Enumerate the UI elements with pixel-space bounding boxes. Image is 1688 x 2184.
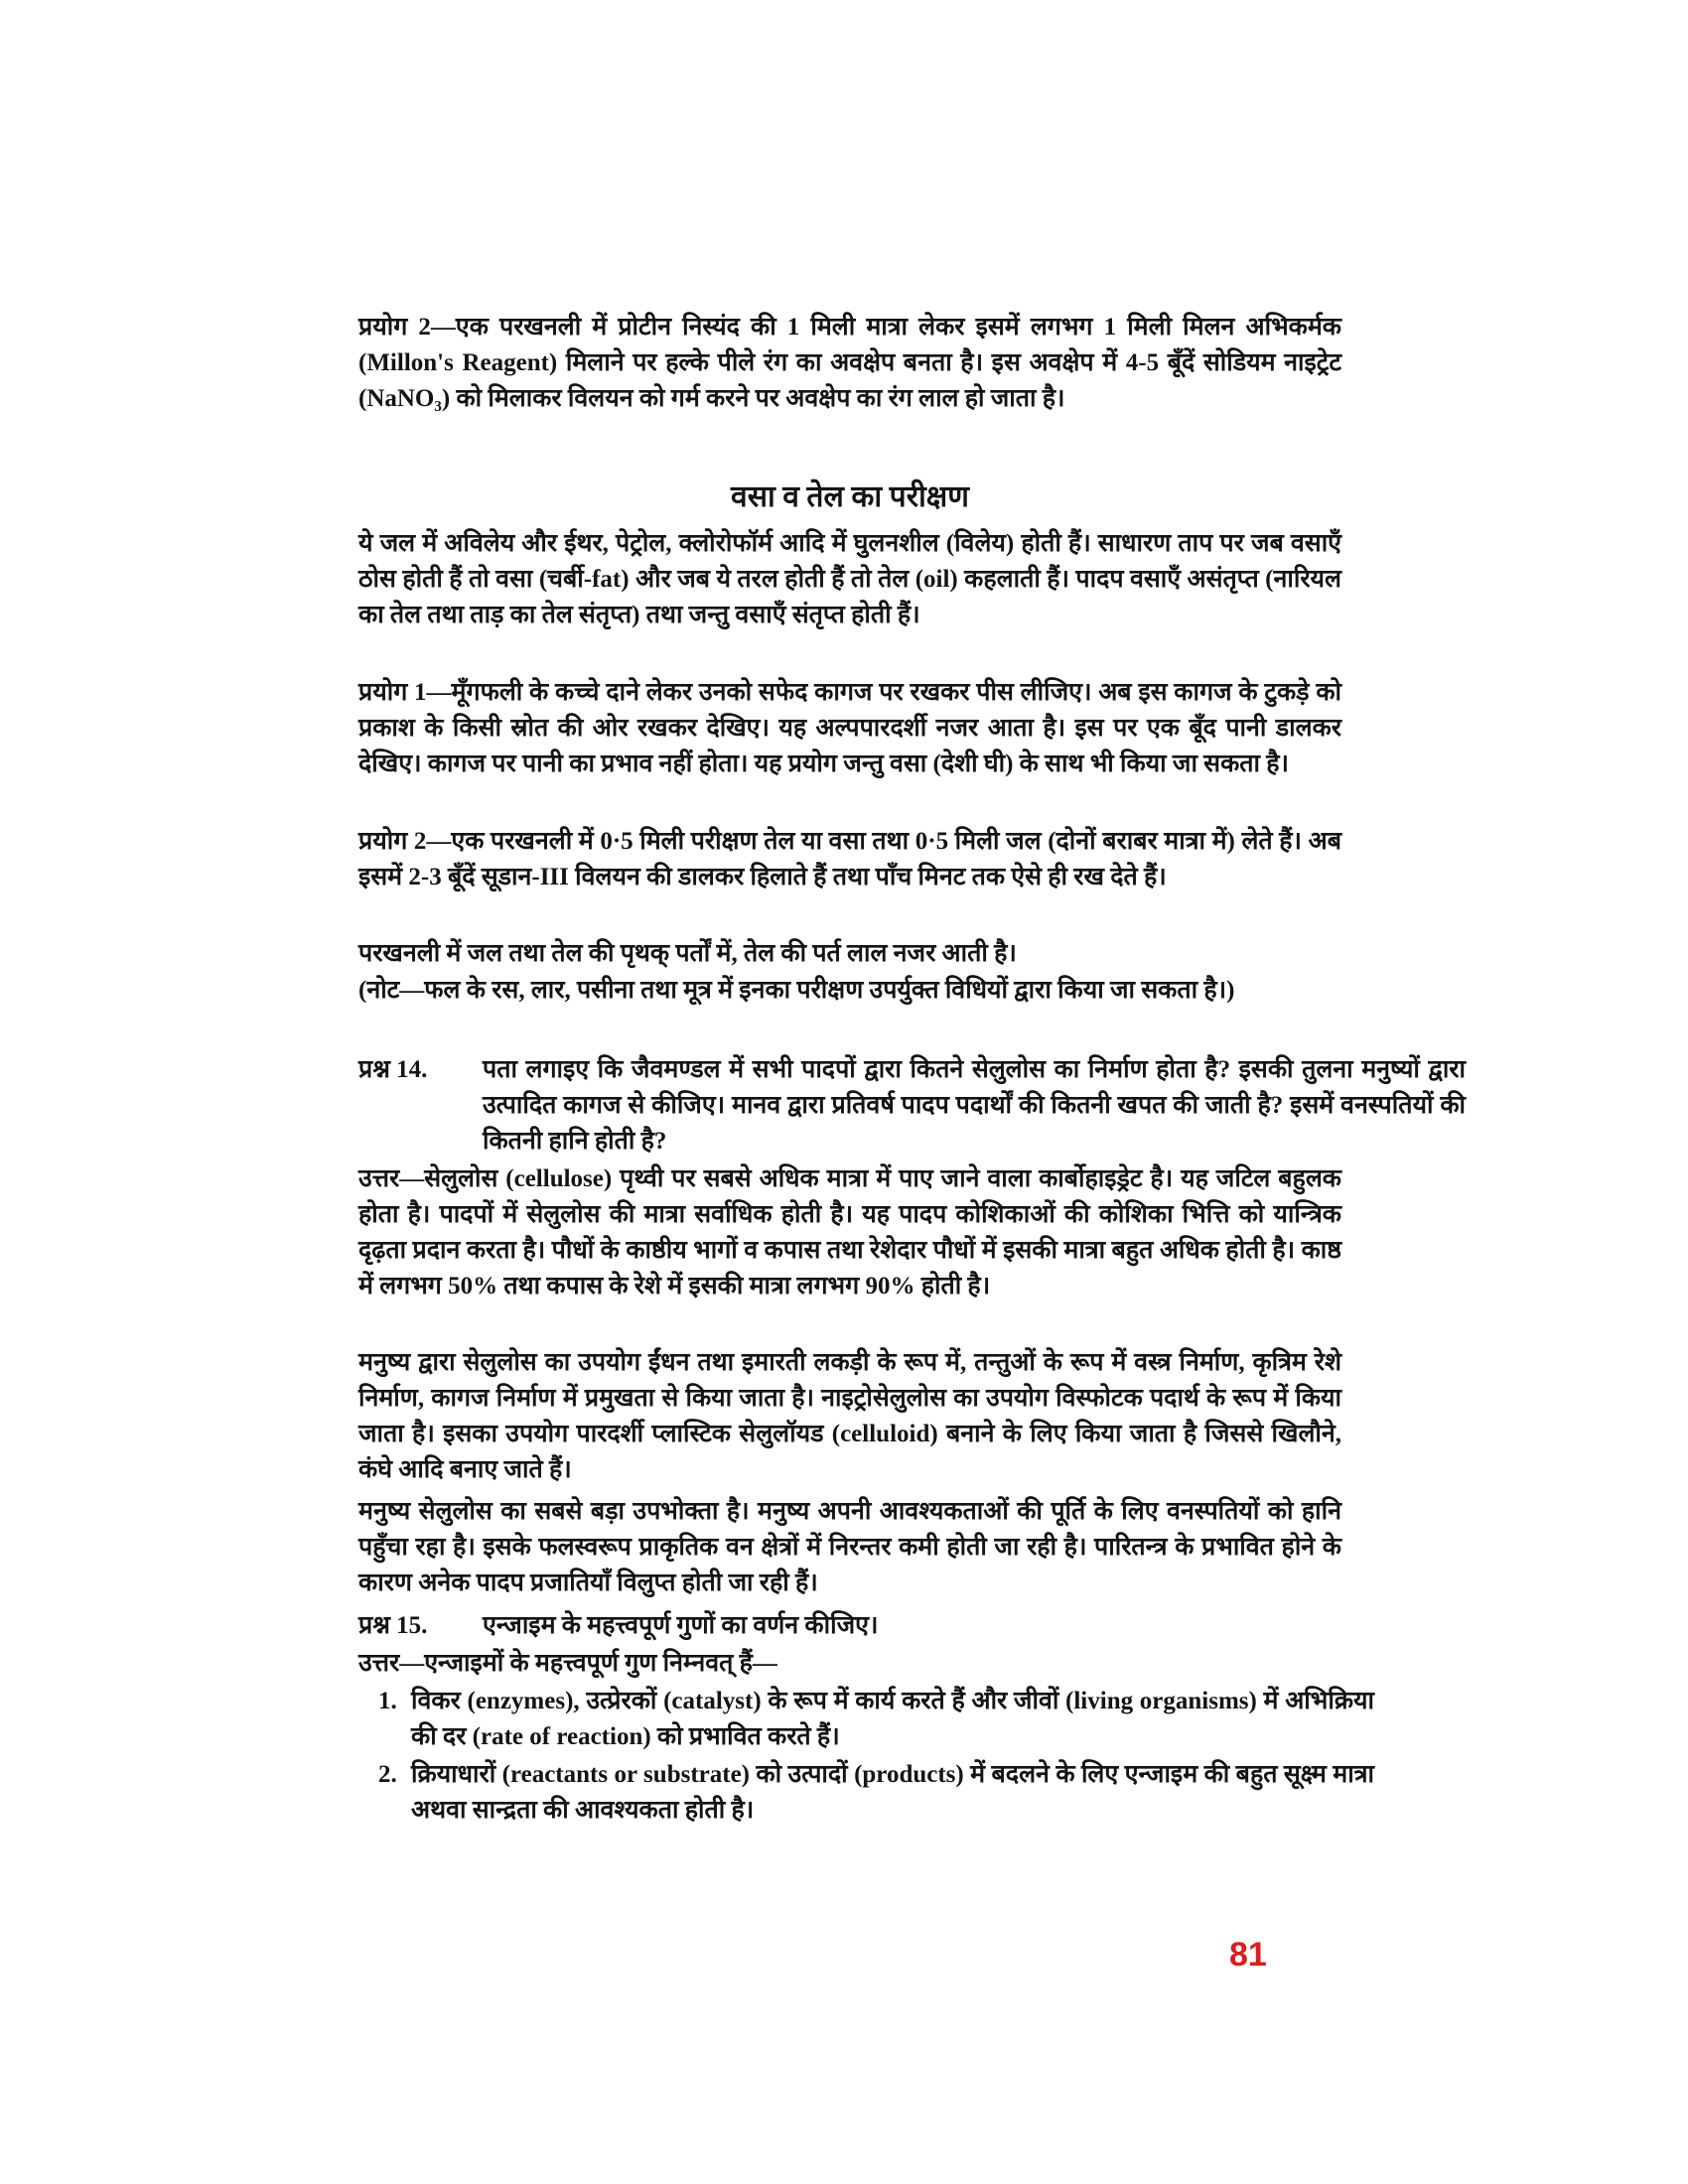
answer-14: उत्तर—सेलुलोस (cellulose) पृथ्वी पर सबसे अधिक मात्रा में पाए जाने वाला कार्बोहाइड्रेट है। यह जटिल बहुलक होता है। पादपों में सेलुलोस की मात्रा सर्वाधिक होती है। यह पादप कोशिकाओं की कोशिका भित्ति को यान्त्रिक दृढ़ता प्रदान करता है। पौधों के काष्ठीय भागों व कपास तथा रेशेदार पौधों में इसकी मात्रा बहुत अधिक होती है। काष्ठ में लगभग 50% तथा कपास के रेशे में इसकी मात्रा लगभग 90% होती है। [358, 1165, 1341, 1299]
fat-intro-paragraph: ये जल में अविलेय और ईथर, पेट्रोल, क्लोरोफॉर्म आदि में घुलनशील (विलेय) होती हैं। साधारण ताप पर जब वसाएँ ठोस होती हैं तो वसा (चर्बी-fat) और जब ये तरल होती हैं तो तेल (oil) कहलाती हैं। पादप वसाएँ असंतृप्त (नारियल का तेल तथा ताड़ का तेल संतृप्त) तथा जन्तु वसाएँ संतृप्त होती हैं। [358, 530, 1341, 628]
question-14-text: पता लगाइए कि जैवमण्डल में सभी पादपों द्वारा कितने सेलुलोस का निर्माण होता है? इसकी तुलना मनुष्यों द्वारा उत्पादित कागज से कीजिए। मानव द्वारा प्रतिवर्ष पादप पदार्थों की कितनी खपत की जाती है? इसमें वनस्पतियों की कितनी हानि होती है? [483, 1056, 1466, 1155]
page-number: 81 [1229, 1936, 1267, 1974]
list-item-number: 1. [378, 1688, 397, 1714]
fat-experiment-2: प्रयोग 2—एक परखनली में 0·5 मिली परीक्षण तेल या वसा तथा 0·5 मिली जल (दोनों बराबर मात्रा में) लेते हैं। अब इसमें 2-3 बूँदें सूडान-III विलयन की डालकर हिलाते हैं तथा पाँच मिनट तक ऐसे ही रख देते हैं। [358, 828, 1341, 890]
question-15 [358, 1608, 1341, 1644]
cellulose-uses: मनुष्य द्वारा सेलुलोस का उपयोग ईंधन तथा इमारती लकड़ी के रूप में, तन्तुओं के रूप में वस्त्र निर्माण, कृत्रिम रेशे निर्माण, कागज निर्माण में प्रमुखता से किया जाता है। नाइट्रोसेलुलोस का उपयोग विस्फोटक पदार्थ के रूप में किया जाता है। इसका उपयोग पारदर्शी प्लास्टिक सेलुलॉयड (celluloid) बनाने के लिए किया जाता है जिससे खिलौने, कंघे आदि बनाए जाते हैं। [358, 1349, 1341, 1483]
list-item-number: 2. [378, 1761, 397, 1788]
answer-15-intro: उत्तर—एन्जाइमों के महत्त्वपूर्ण गुण निम्नवत् हैं— [358, 1650, 777, 1677]
cellulose-consumption: मनुष्य सेलुलोस का सबसे बड़ा उपभोक्ता है। मनुष्य अपनी आवश्यकताओं की पूर्ति के लिए वनस्पतियों को हानि पहुँचा रहा है। इसके फलस्वरूप प्राकृतिक वन क्षेत्रों में निरन्तर कमी होती जा रही है। पारितन्त्र के प्रभावित होने के कारण अनेक पादप प्रजातियाँ विलुप्त होती जा रही हैं। [358, 1498, 1341, 1596]
list-item-text: क्रियाधारों (reactants or substrate) को उत्पादों (products) में बदलने के लिए एन्जाइम की बहुत सूक्ष्म मात्रा अथवा सान्द्रता की आवश्यकता होती है। [411, 1761, 1374, 1824]
list-item [378, 1757, 1374, 1829]
list-item-text: विकर (enzymes), उत्प्रेरकों (catalyst) के रूप में कार्य करते हैं और जीवों (living organisms) में अभिक्रिया की दर (rate of reaction) को प्रभावित करते हैं। [411, 1688, 1374, 1750]
section-heading: वसा व तेल का परीक्षण [731, 480, 969, 513]
fat-result: परखनली में जल तथा तेल की पृथक् पर्तों में, तेल की पर्त लाल नजर आती है। [358, 940, 1017, 967]
note-paragraph: (नोट—फल के रस, लार, पसीना तथा मूत्र में इनका परीक्षण उपर्युक्त विधियों द्वारा किया जा सकता है।) [358, 977, 1235, 1004]
question-15-text: एन्जाइम के महत्त्वपूर्ण गुणों का वर्णन कीजिए। [483, 1612, 879, 1639]
fat-experiment-1: प्रयोग 1—मूँगफली के कच्चे दाने लेकर उनको सफेद कागज पर रखकर पीस लीजिए। अब इस कागज के टुकड़े को प्रकाश के किसी स्रोत की ओर रखकर देखिए। यह अल्पपारदर्शी नजर आता है। इस पर एक बूँद पानी डालकर देखिए। कागज पर पानी का प्रभाव नहीं होता। यह प्रयोग जन्तु वसा (देशी घी) के साथ भी किया जा सकता है। [358, 679, 1342, 777]
protein-experiment-2: प्रयोग 2—एक परखनली में प्रोटीन निस्यंद की 1 मिली मात्रा लेकर इसमें लगभग 1 मिली मिलन अभिकर्मक (Millon's Reagent) मिलाने पर हल्के पीले रंग का अवक्षेप बनता है। इस अवक्षेप में 4-5 बूँदें सोडियम नाइट्रेट (NaNO₃) को मिलाकर विलयन को गर्म करने पर अवक्षेप का रंग लाल हो जाता है। [358, 314, 1341, 412]
question-15-label: प्रश्न 15. [358, 1612, 428, 1639]
question-14-label: प्रश्न 14. [358, 1056, 428, 1083]
list-item [378, 1684, 1374, 1755]
question-14 [358, 1052, 1466, 1160]
